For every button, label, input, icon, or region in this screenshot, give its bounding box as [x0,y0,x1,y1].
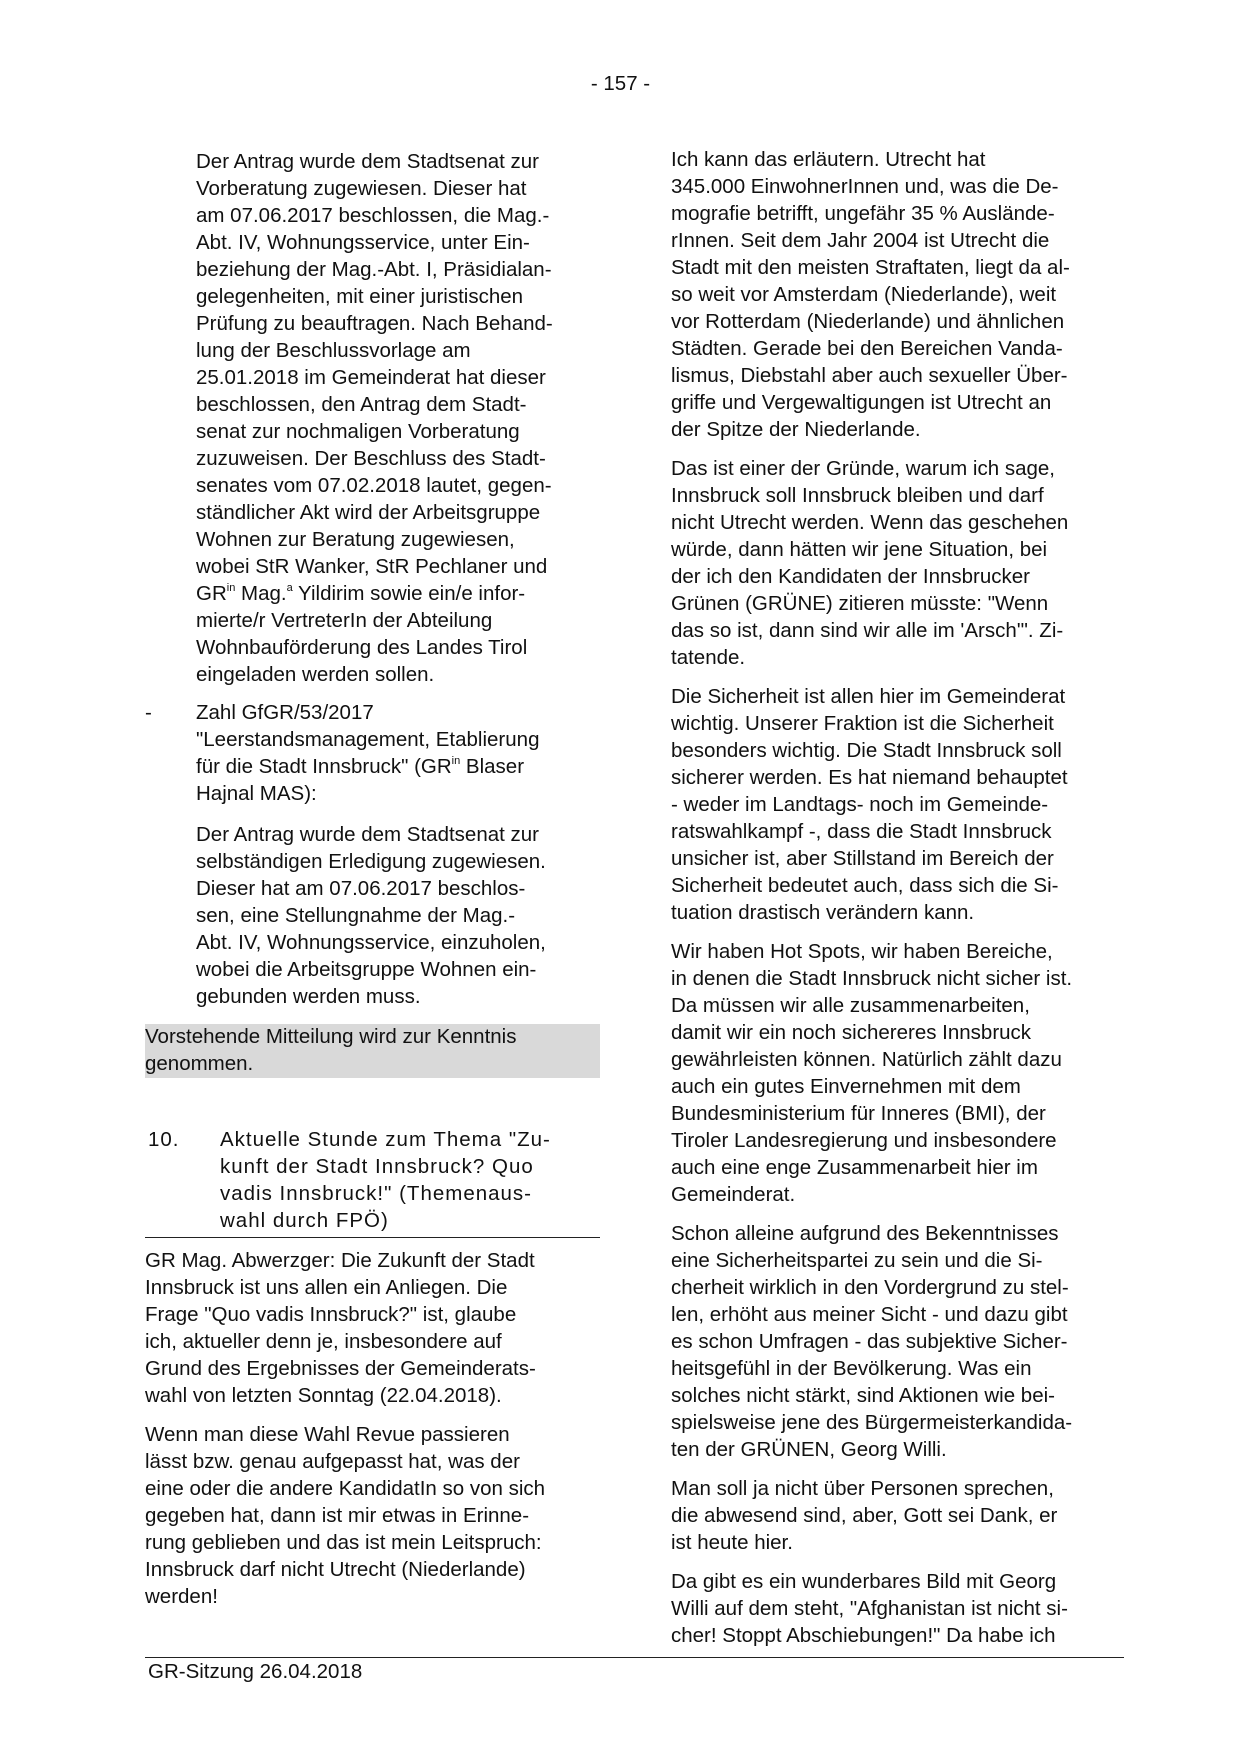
text-line: Wir haben Hot Spots, wir haben Bereiche, [671,940,1053,963]
text-line: die abwesend sind, aber, Gott sei Dank, er [671,1504,1058,1527]
text-line: Prüfung zu beauftragen. Nach Behand- [196,312,553,335]
text-line: zuzuweisen. Der Beschluss des Stadt- [196,447,546,470]
section-heading [145,1126,600,1234]
text-line: Wenn man diese Wahl Revue passieren [145,1423,510,1446]
text-line: vor Rotterdam (Niederlande) und ähnlichen [671,310,1065,333]
text-line: lung der Beschlussvorlage am [196,339,471,362]
text-line: Abt. IV, Wohnungsservice, unter Ein- [196,231,530,254]
text-line: ständlicher Akt wird der Arbeitsgruppe [196,501,541,524]
notice-box [145,1024,600,1078]
text-line: len, erhöht aus meiner Sicht - und dazu gibt [671,1303,1068,1326]
text-line: Vorberatung zugewiesen. Dieser hat [196,177,527,200]
text-line: rung geblieben und das ist mein Leitspruch: [145,1531,542,1554]
text-line: beschlossen, den Antrag dem Stadt- [196,393,527,416]
text-line: Grund des Ergebnisses der Gemeinderats- [145,1357,536,1380]
text-line: damit wir ein noch sichereres Innsbruck [671,1021,1032,1044]
text-line: Vorstehende Mitteilung wird zur Kenntnis [145,1025,517,1048]
text-line: Innsbruck darf nicht Utrecht (Niederlande) [145,1558,526,1581]
paragraph [196,148,600,688]
text-line: Schon alleine aufgrund des Bekenntnisses [671,1222,1059,1245]
text-line: so weit vor Amsterdam (Niederlande), weit [671,283,1057,306]
text-line: auch ein gutes Einvernehmen mit dem [671,1075,1021,1098]
text-line: unsicher ist, aber Stillstand im Bereich der [671,847,1054,870]
text-line: wobei StR Wanker, StR Pechlaner und [196,555,548,578]
text-line: lässt bzw. genau aufgepasst hat, was der [145,1450,520,1473]
text-line: Tiroler Landesregierung und insbesondere [671,1129,1057,1152]
text-line: cherheit wirklich in den Vordergrund zu stel- [671,1276,1069,1299]
text-line: wahl von letzten Sonntag (22.04.2018). [145,1384,502,1407]
text-line: vadis Innsbruck!" (Themenaus- [220,1182,533,1205]
text-line: cher! Stoppt Abschiebungen!" Da habe ich [671,1624,1056,1647]
text-line: das so ist, dann sind wir alle im 'Arsch'". Zi- [671,619,1064,642]
paragraph [671,1475,1123,1556]
text-line: der Spitze der Niederlande. [671,418,921,441]
paragraph-lines [196,821,600,1010]
text-line: Die Sicherheit ist allen hier im Gemeinderat [671,685,1066,708]
text-line: nicht Utrecht werden. Wenn das geschehen [671,511,1069,534]
text-line: lismus, Diebstahl aber auch sexueller Über- [671,364,1068,387]
list-item [145,699,600,807]
text-line: beziehung der Mag.-Abt. I, Präsidialan- [196,258,552,281]
text-line: gelegenheiten, mit einer juristischen [196,285,524,308]
paragraph [145,1247,600,1409]
text-line: Wohnbauförderung des Landes Tirol [196,636,528,659]
text-line: griffe und Vergewaltigungen ist Utrecht an [671,391,1052,414]
paragraph [671,683,1123,926]
text-line: Sicherheit bedeutet auch, dass sich die Si- [671,874,1059,897]
text-line: gewährleisten können. Natürlich zählt dazu [671,1048,1062,1071]
text-line: senat zur nochmaligen Vorberatung [196,420,520,443]
text-line: Man soll ja nicht über Personen sprechen, [671,1477,1054,1500]
text-line: Abt. IV, Wohnungsservice, einzuholen, [196,931,546,954]
text-line: 345.000 EinwohnerInnen und, was die De- [671,175,1059,198]
paragraph [671,938,1123,1208]
text-line: Wohnen zur Beratung zugewiesen, [196,528,515,551]
notice-text [145,1024,600,1077]
text-line: "Leerstandsmanagement, Etablierung [196,728,540,751]
text-line: $GR^{in}$ Mag.$^a$ Yildirim sowie ein/e infor- [196,582,526,605]
text-line: selbständigen Erledigung zugewiesen. [196,850,546,873]
text-line: in denen die Stadt Innsbruck nicht sicher ist. [671,967,1073,990]
text-line: der ich den Kandidaten der Innsbrucker [671,565,1030,588]
paragraph [145,1421,600,1610]
text-line: ten der GRÜNEN, Georg Willi. [671,1438,947,1461]
text-line: Grünen (GRÜNE) zitieren müsste: "Wenn [671,592,1049,615]
text-line: Der Antrag wurde dem Stadtsenat zur [196,150,539,173]
text-line: wichtig. Unserer Fraktion ist die Sicherheit [671,712,1054,735]
left-column [145,148,600,688]
text-line: Zahl GfGR/53/2017 [196,701,374,724]
text-line: für die Stadt Innsbruck" ($GR^{in}$ Blaser [196,755,525,778]
text-line: wahl durch FPÖ) [220,1209,389,1232]
text-line: senates vom 07.02.2018 lautet, gegen- [196,474,552,497]
text-line: heitsgefühl in der Bevölkerung. Was ein [671,1357,1032,1380]
text-line: tatende. [671,646,746,669]
text-line: Dieser hat am 07.06.2017 beschlos- [196,877,526,900]
list-dash: - [145,701,152,724]
text-line: auch eine enge Zusammenarbeit hier im [671,1156,1038,1179]
text-line: tuation drastisch verändern kann. [671,901,975,924]
section-title [220,1126,600,1234]
text-line: ich, aktueller denn je, insbesondere auf [145,1330,502,1353]
text-line: es schon Umfragen - das subjektive Sicher- [671,1330,1068,1353]
text-line: wobei die Arbeitsgruppe Wohnen ein- [196,958,537,981]
speech-paragraph [145,1247,600,1622]
text-line: Da müssen wir alle zusammenarbeiten, [671,994,1030,1017]
text-line: Frage "Quo vadis Innsbruck?" ist, glaube [145,1303,517,1326]
text-line: Stadt mit den meisten Straftaten, liegt da al- [671,256,1070,279]
text-line: Da gibt es ein wunderbares Bild mit Georg [671,1570,1057,1593]
text-line: gebunden werden muss. [196,985,421,1008]
text-line: genommen. [145,1051,254,1075]
text-line: Städten. Gerade bei den Bereichen Vanda- [671,337,1063,360]
footer-divider [145,1657,1124,1658]
text-line: solches nicht stärkt, sind Aktionen wie bei- [671,1384,1055,1407]
text-line: gegeben hat, dann ist mir etwas in Erinne- [145,1504,530,1527]
text-line: rInnen. Seit dem Jahr 2004 ist Utrecht die [671,229,1050,252]
text-line: mierte/r VertreterIn der Abteilung [196,609,493,632]
section-number: 10. [148,1128,180,1151]
text-line: Das ist einer der Gründe, warum ich sage, [671,457,1055,480]
text-line: werden! [145,1585,218,1608]
list-item-text [196,699,600,807]
text-line: kunft der Stadt Innsbruck? Quo [220,1155,534,1178]
text-line: eingeladen werden sollen. [196,663,435,686]
text-line: eine oder die andere KandidatIn so von sich [145,1477,546,1500]
text-line: besonders wichtig. Die Stadt Innsbruck soll [671,739,1062,762]
text-line: ratswahlkampf -, dass die Stadt Innsbruck [671,820,1052,843]
text-line: würde, dann hätten wir jene Situation, bei [671,538,1048,561]
text-line: - weder im Landtags- noch im Gemeinde- [671,793,1049,816]
text-line: GR Mag. Abwerzger: Die Zukunft der Stadt [145,1249,535,1272]
text-line: sen, eine Stellungnahme der Mag.- [196,904,516,927]
text-line: Innsbruck ist uns allen ein Anliegen. Die [145,1276,508,1299]
heading-divider [145,1237,600,1238]
paragraph [671,455,1123,671]
text-line: Willi auf dem steht, "Afghanistan ist nicht si- [671,1597,1068,1620]
text-line: mografie betrifft, ungefähr 35 % Auslände- [671,202,1055,225]
text-line: Gemeinderat. [671,1183,796,1206]
paragraph [671,1568,1123,1649]
paragraph [671,146,1123,443]
text-line: spielsweise jene des Bürgermeisterkandida- [671,1411,1073,1434]
paragraph [671,1220,1123,1463]
text-line: Ich kann das erläutern. Utrecht hat [671,148,986,171]
text-line: Bundesministerium für Inneres (BMI), der [671,1102,1046,1125]
right-column [671,146,1123,1661]
paragraph [145,821,600,1010]
text-line: sicherer werden. Es hat niemand behauptet [671,766,1068,789]
text-line: am 07.06.2017 beschlossen, die Mag.- [196,204,550,227]
text-line: Hajnal MAS): [196,782,317,805]
text-line: 25.01.2018 im Gemeinderat hat dieser [196,366,546,389]
text-line: ist heute hier. [671,1531,793,1554]
text-line: Der Antrag wurde dem Stadtsenat zur [196,823,539,846]
text-line: Aktuelle Stunde zum Thema "Zu- [220,1128,551,1151]
footer-text: GR-Sitzung 26.04.2018 [148,1660,363,1683]
page-number: - 157 - [590,72,651,95]
text-line: eine Sicherheitspartei zu sein und die Si- [671,1249,1043,1272]
text-line: Innsbruck soll Innsbruck bleiben und darf [671,484,1044,507]
